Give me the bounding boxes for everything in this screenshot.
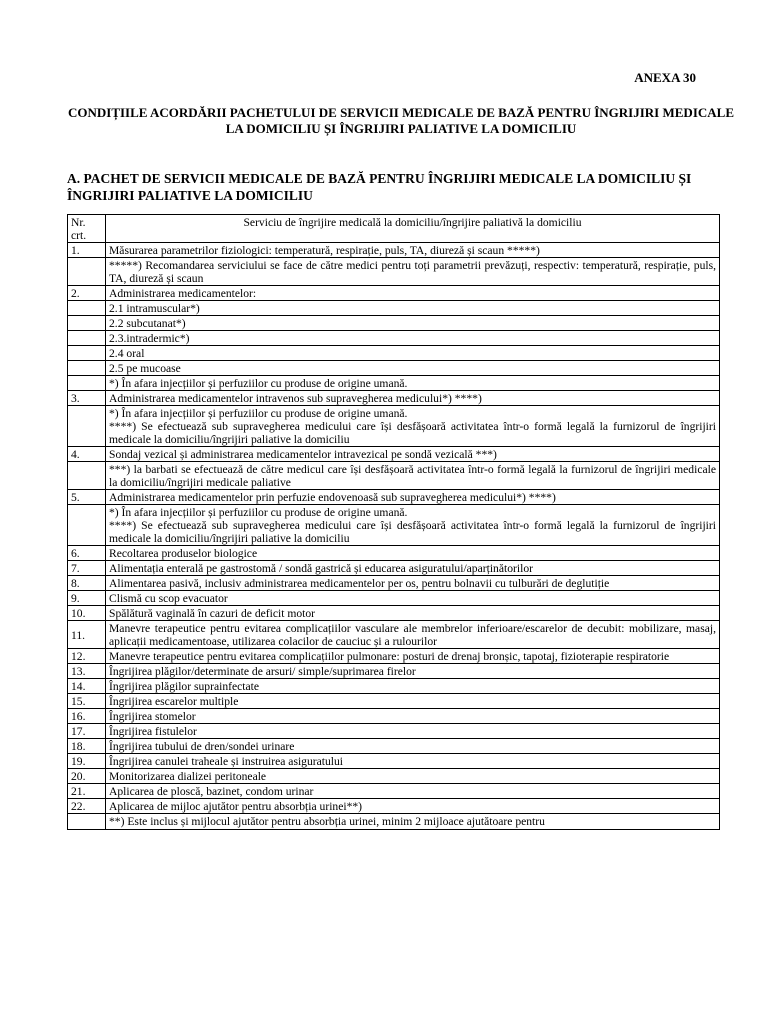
row-number: 11.	[68, 621, 106, 649]
row-service-text	[106, 331, 720, 346]
row-service-text	[106, 346, 720, 361]
row-number	[68, 462, 106, 490]
row-service-text	[106, 376, 720, 391]
row-text: Îngrijirea plăgilor/determinate de arsuri/ simple/suprimarea firelor	[109, 665, 416, 678]
table-row	[68, 462, 720, 490]
row-service-text	[106, 769, 720, 784]
row-number: 14.	[68, 679, 106, 694]
row-number: 10.	[68, 606, 106, 621]
row-text: ***) la barbati se efectuează de către medicul care își desfășoară activitatea într-o formă legală la furnizorul de îngrijiri medicale la domiciliu/îngrijiri medicale paliative	[109, 463, 716, 489]
table-header-row	[68, 215, 720, 243]
row-number: 8.	[68, 576, 106, 591]
row-number: 20.	[68, 769, 106, 784]
row-text: Monitorizarea dializei peritoneale	[109, 770, 267, 783]
row-service-text	[106, 724, 720, 739]
row-number: 15.	[68, 694, 106, 709]
table-row	[68, 376, 720, 391]
row-number: 19.	[68, 754, 106, 769]
table-row	[68, 754, 720, 769]
table-row	[68, 664, 720, 679]
row-number	[68, 301, 106, 316]
table-row	[68, 406, 720, 447]
row-text: Sondaj vezical și administrarea medicamentelor intravezical pe sondă vezicală ***)	[109, 448, 497, 461]
row-service-text	[106, 406, 720, 447]
row-text: Recoltarea produselor biologice	[109, 547, 258, 560]
table-row	[68, 679, 720, 694]
row-number: 1.	[68, 243, 106, 258]
row-number: 5.	[68, 490, 106, 505]
row-number: 21.	[68, 784, 106, 799]
row-number	[68, 406, 106, 447]
row-text: 2.3.intradermic*)	[109, 332, 190, 345]
table-row	[68, 799, 720, 814]
row-service-text	[106, 490, 720, 505]
row-text: Spălătură vaginală în cazuri de deficit motor	[109, 607, 316, 620]
row-number	[68, 505, 106, 546]
row-text: Îngrijirea plăgilor suprainfectate	[109, 680, 260, 693]
table-row	[68, 243, 720, 258]
table-row	[68, 621, 720, 649]
row-service-text	[106, 316, 720, 331]
row-number	[68, 361, 106, 376]
row-number: 3.	[68, 391, 106, 406]
row-number	[68, 376, 106, 391]
row-text: 2.1 intramuscular*)	[109, 302, 200, 315]
row-text: 2.4 oral	[109, 347, 145, 360]
row-text: *****) Recomandarea serviciului se face de către medici pentru toți parametrii prevăzuți, respectiv: temperatură, respirație, puls, TA, diureză și scaun	[109, 259, 716, 285]
row-service-text	[106, 576, 720, 591]
row-service-text	[106, 784, 720, 799]
row-number	[68, 814, 106, 830]
row-text: Îngrijirea stomelor	[109, 710, 196, 723]
table-row	[68, 814, 720, 830]
table-row	[68, 391, 720, 406]
row-number: 2.	[68, 286, 106, 301]
table-row	[68, 576, 720, 591]
table-row	[68, 316, 720, 331]
table-row	[68, 739, 720, 754]
table-row	[68, 784, 720, 799]
row-number: 9.	[68, 591, 106, 606]
row-service-text	[106, 649, 720, 664]
row-text: 2.5 pe mucoase	[109, 362, 181, 375]
row-text: Îngrijirea tubului de dren/sondei urinare	[109, 740, 295, 753]
document-title: CONDIȚIILE ACORDĂRII PACHETULUI DE SERVICII MEDICALE DE BAZĂ PENTRU ÎNGRIJIRI MEDICALE LA DOMICILIU ȘI ÎNGRIJIRI PALIATIVE LA DOMICILIU	[67, 105, 734, 136]
row-text: Alimentarea pasivă, inclusiv administrarea medicamentelor per os, pentru bolnavii cu tulburări de deglutiție	[109, 577, 610, 590]
row-text: Îngrijirea fistulelor	[109, 725, 197, 738]
table-row	[68, 331, 720, 346]
table-row	[68, 591, 720, 606]
table-row	[68, 606, 720, 621]
row-number: 12.	[68, 649, 106, 664]
row-service-text	[106, 505, 720, 546]
row-number: 6.	[68, 546, 106, 561]
section-title: A. PACHET DE SERVICII MEDICALE DE BAZĂ PENTRU ÎNGRIJIRI MEDICALE LA DOMICILIU ȘI ÎNGRIJIRI PALIATIVE LA DOMICILIU	[67, 171, 692, 203]
row-number	[68, 346, 106, 361]
row-text: Măsurarea parametrilor fiziologici: temperatură, respirație, puls, TA, diureză și scaun *****)	[109, 244, 540, 257]
row-service-text	[106, 546, 720, 561]
table-row	[68, 694, 720, 709]
row-service-text	[106, 621, 720, 649]
row-number: 22.	[68, 799, 106, 814]
row-number	[68, 331, 106, 346]
row-service-text	[106, 739, 720, 754]
row-text: Alimentația enterală pe gastrostomă / sondă gastrică și educarea asiguratului/aparținătorilor	[109, 562, 533, 575]
row-text: Clismă cu scop evacuator	[109, 592, 228, 605]
row-service-text	[106, 361, 720, 376]
row-number: 18.	[68, 739, 106, 754]
row-text: *) În afara injecțiilor și perfuziilor cu produse de origine umană.	[109, 377, 408, 390]
row-text: Administrarea medicamentelor prin perfuzie endovenoasă sub supravegherea medicului*) ****)	[109, 491, 556, 504]
row-service-text	[106, 286, 720, 301]
row-text: 2.2 subcutanat*)	[109, 317, 186, 330]
row-number: 4.	[68, 447, 106, 462]
row-service-text	[106, 679, 720, 694]
header-service: Serviciu de îngrijire medicală la domiciliu/îngrijire paliativă la domiciliu	[106, 215, 720, 243]
table-row	[68, 346, 720, 361]
row-text: Îngrijirea canulei traheale și instruirea asiguratului	[109, 755, 344, 768]
table-row	[68, 724, 720, 739]
row-service-text	[106, 709, 720, 724]
row-service-text	[106, 591, 720, 606]
row-service-text	[106, 694, 720, 709]
row-service-text	[106, 301, 720, 316]
row-text: Aplicarea de mijloc ajutător pentru absorbția urinei**)	[109, 800, 363, 813]
row-service-text	[106, 391, 720, 406]
table-row	[68, 769, 720, 784]
services-table	[67, 214, 720, 830]
table-row	[68, 447, 720, 462]
table-row	[68, 286, 720, 301]
row-text: Administrarea medicamentelor intravenos sub supravegherea medicului*) ****)	[109, 392, 482, 405]
row-service-text	[106, 799, 720, 814]
header-nr: Nr. crt.	[68, 215, 106, 243]
row-text: *) În afara injecțiilor și perfuziilor cu produse de origine umană.	[109, 506, 408, 519]
table-row	[68, 649, 720, 664]
table-row	[68, 361, 720, 376]
row-text: Aplicarea de ploscă, bazinet, condom urinar	[109, 785, 314, 798]
row-text: Manevre terapeutice pentru evitarea complicațiilor vasculare ale membrelor inferioare/escarelor de decubit: mobilizare, masaj, aplicații medicamentoase, utilizarea colacilor de cauciuc și a rulourilor	[109, 622, 716, 648]
row-text: Administrarea medicamentelor:	[109, 287, 257, 300]
table-row	[68, 258, 720, 286]
row-text-note: ****) Se efectuează sub supravegherea medicului care își desfășoară activitatea într-o formă legală la furnizorul de îngrijiri medicale la domiciliu/îngrijiri paliative la domiciliu	[109, 519, 716, 545]
row-service-text	[106, 447, 720, 462]
table-row	[68, 505, 720, 546]
row-text: Îngrijirea escarelor multiple	[109, 695, 239, 708]
row-service-text	[106, 243, 720, 258]
row-service-text	[106, 814, 720, 830]
row-service-text	[106, 258, 720, 286]
row-service-text	[106, 606, 720, 621]
row-number	[68, 258, 106, 286]
table-row	[68, 561, 720, 576]
row-service-text	[106, 664, 720, 679]
annex-label: ANEXA 30	[634, 70, 696, 85]
table-row	[68, 546, 720, 561]
row-number	[68, 316, 106, 331]
table-row	[68, 709, 720, 724]
row-number: 7.	[68, 561, 106, 576]
row-text: **) Este inclus și mijlocul ajutător pentru absorbția urinei, minim 2 mijloace ajutătoare pentru	[109, 815, 545, 828]
table-row	[68, 301, 720, 316]
row-text: *) În afara injecțiilor și perfuziilor cu produse de origine umană.	[109, 407, 408, 420]
row-service-text	[106, 561, 720, 576]
row-number: 17.	[68, 724, 106, 739]
row-number: 13.	[68, 664, 106, 679]
row-service-text	[106, 462, 720, 490]
row-number: 16.	[68, 709, 106, 724]
row-text-note: ****) Se efectuează sub supravegherea medicului care își desfășoară activitatea într-o formă legală la furnizorul de îngrijiri medicale la domiciliu/îngrijiri paliative la domiciliu	[109, 420, 716, 446]
row-text: Manevre terapeutice pentru evitarea complicațiilor pulmonare: posturi de drenaj bronșic, tapotaj, fizioterapie respiratorie	[109, 650, 670, 663]
row-service-text	[106, 754, 720, 769]
table-row	[68, 490, 720, 505]
